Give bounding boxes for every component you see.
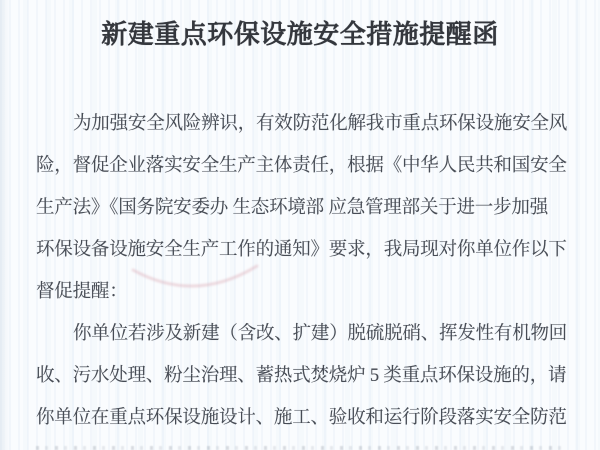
paragraph-line: 收、污水处理、粉尘治理、蓄热式焚烧炉 5 类重点环保设施的，请: [36, 366, 567, 386]
paragraph-line: 生产法》《国务院安委办 生态环境部 应急管理部关于进一步加强: [36, 198, 549, 218]
paragraph-line: 你单位若涉及新建（含改、扩建）脱硫脱硝、挥发性有机物回: [73, 324, 568, 344]
paragraph-line: 你单位在重点环保设施设计、施工、验收和运行阶段落实安全防范: [36, 408, 567, 428]
document-body: [36, 103, 570, 439]
document-title: 新建重点环保设施安全措施提醒函: [101, 20, 499, 49]
paragraph-line: 督促提醒：: [36, 282, 128, 302]
paragraph-line: 环保设备设施安全生产工作的通知》要求，我局现对你单位作以下: [36, 240, 567, 260]
scan-edge-shadow: [0, 0, 10, 450]
clipped-text-line-top-edge: [36, 446, 566, 450]
paragraph-line: 为加强安全风险辨识，有效防范化解我市重点环保设施安全风: [73, 114, 568, 134]
paragraph-line: 险，督促企业落实安全生产主体责任，根据《中华人民共和国安全: [36, 156, 567, 176]
